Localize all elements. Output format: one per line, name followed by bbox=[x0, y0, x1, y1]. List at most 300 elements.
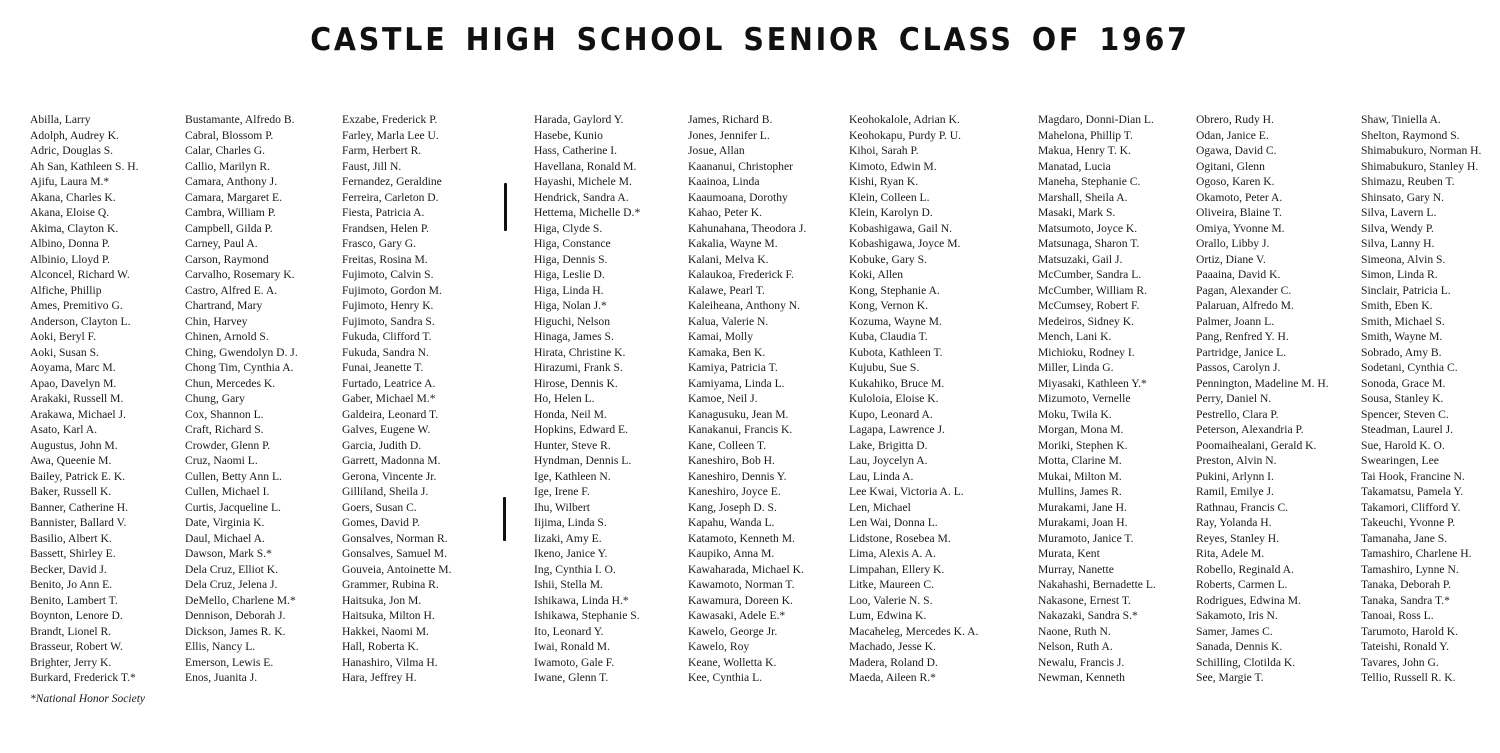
student-name: Gilliland, Sheila J. bbox=[342, 485, 429, 498]
student-name: Kozuma, Wayne M. bbox=[849, 314, 942, 328]
student-name: Craft, Richard S. bbox=[185, 423, 264, 436]
student-name: Fiesta, Patricia A. bbox=[342, 206, 425, 219]
student-name: Augustus, John M. bbox=[30, 438, 118, 452]
name-column-7 bbox=[1038, 112, 1156, 686]
student-name: Mench, Lani K. bbox=[1038, 330, 1112, 343]
student-name: Galves, Eugene W. bbox=[342, 423, 431, 436]
student-name: Kalani, Melva K. bbox=[688, 252, 769, 266]
student-name: Kaleiheana, Anthony N. bbox=[688, 299, 801, 312]
student-name: Chinen, Arnold S. bbox=[185, 330, 269, 343]
student-name: Ito, Leonard Y. bbox=[534, 624, 604, 638]
student-name: Chin, Harvey bbox=[185, 314, 248, 328]
student-name: Higa, Dennis S. bbox=[534, 252, 608, 266]
student-name: Fukuda, Clifford T. bbox=[342, 330, 432, 343]
student-name: Anderson, Clayton L. bbox=[30, 314, 131, 328]
student-name: Keane, Wolletta K. bbox=[688, 655, 777, 669]
student-name: Kuba, Claudia T. bbox=[849, 330, 928, 343]
student-name: Takamori, Clifford Y. bbox=[1361, 500, 1461, 514]
student-name: Calar, Charles G. bbox=[185, 144, 266, 157]
student-name: Hayashi, Michele M. bbox=[534, 175, 632, 188]
student-name: Pang, Renfred Y. H. bbox=[1196, 330, 1289, 343]
student-name: Iwamoto, Gale F. bbox=[534, 655, 615, 669]
student-name: Tarumoto, Harold K. bbox=[1361, 624, 1459, 638]
student-name: Nelson, Ruth A. bbox=[1038, 640, 1113, 653]
student-name: Kahao, Peter K. bbox=[688, 206, 763, 219]
student-name: Murata, Kent bbox=[1038, 547, 1100, 560]
student-name: Kalua, Valerie N. bbox=[688, 314, 769, 328]
student-name: Nakasone, Ernest T. bbox=[1038, 593, 1131, 607]
student-name: Ige, Irene F. bbox=[534, 485, 590, 498]
student-name: Baker, Russell K. bbox=[30, 485, 112, 498]
student-name: Akana, Eloise Q. bbox=[30, 206, 110, 219]
student-name: Kang, Joseph D. S. bbox=[688, 500, 777, 514]
student-name: Tamashiro, Charlene H. bbox=[1361, 547, 1472, 560]
student-name: Lau, Joycelyn A. bbox=[849, 454, 928, 467]
student-name: Higa, Nolan J.* bbox=[534, 299, 607, 312]
student-name: Klein, Karolyn D. bbox=[849, 206, 933, 219]
student-name: Ishikawa, Stephanie S. bbox=[534, 609, 640, 622]
name-column-2 bbox=[185, 112, 298, 686]
student-name: Rita, Adele M. bbox=[1196, 547, 1265, 560]
student-name: Hara, Jeffrey H. bbox=[342, 671, 417, 684]
student-name: Gonsalves, Samuel M. bbox=[342, 547, 447, 560]
student-name: Kahunahana, Theodora J. bbox=[688, 221, 807, 235]
student-name: Higuchi, Nelson bbox=[534, 314, 610, 328]
student-name: Pennington, Madeline M. H. bbox=[1196, 376, 1329, 390]
student-name: Ching, Gwendolyn D. J. bbox=[185, 345, 298, 359]
student-name: Aoyama, Marc M. bbox=[30, 361, 116, 374]
student-name: Murakami, Jane H. bbox=[1038, 500, 1127, 514]
student-name: Palmer, Joann L. bbox=[1196, 314, 1275, 328]
student-name: Emerson, Lewis E. bbox=[185, 655, 274, 669]
student-name: Silva, Wendy P. bbox=[1361, 221, 1434, 235]
student-name: Ellis, Nancy L. bbox=[185, 640, 256, 653]
student-name: Haitsuka, Milton H. bbox=[342, 609, 435, 622]
student-name: Matsumoto, Joyce K. bbox=[1038, 221, 1138, 235]
student-name: Asato, Karl A. bbox=[30, 423, 97, 436]
student-name: Albinio, Lloyd P. bbox=[30, 252, 110, 266]
student-name: Kamai, Molly bbox=[688, 330, 754, 343]
student-name: Masaki, Mark S. bbox=[1038, 206, 1116, 219]
name-column-1 bbox=[30, 112, 139, 686]
student-name: Hall, Roberta K. bbox=[342, 640, 419, 653]
student-name: Cruz, Naomi L. bbox=[185, 454, 258, 467]
student-name: Chartrand, Mary bbox=[185, 299, 263, 312]
student-name: Kujubu, Sue S. bbox=[849, 361, 920, 374]
student-name: Carvalho, Rosemary K. bbox=[185, 268, 295, 281]
student-name: Ray, Yolanda H. bbox=[1196, 516, 1272, 529]
student-name: Farm, Herbert R. bbox=[342, 144, 422, 157]
student-name: Paaaina, David K. bbox=[1196, 268, 1281, 281]
student-name: Funai, Jeanette T. bbox=[342, 361, 424, 374]
student-name: Camara, Anthony J. bbox=[185, 175, 278, 188]
student-name: Garcia, Judith D. bbox=[342, 438, 422, 452]
student-name: Mizumoto, Vernelle bbox=[1038, 392, 1131, 405]
student-name: Hakkei, Naomi M. bbox=[342, 624, 429, 638]
student-name: Roberts, Carmen L. bbox=[1196, 578, 1288, 591]
student-name: Higa, Leslie D. bbox=[534, 268, 605, 281]
student-name: Kihoi, Sarah P. bbox=[849, 144, 919, 157]
student-name: Ajifu, Laura M.* bbox=[30, 175, 110, 188]
student-name: Naone, Ruth N. bbox=[1038, 624, 1111, 638]
student-name: Kamiya, Patricia T. bbox=[688, 361, 778, 374]
student-name: Hasebe, Kunio bbox=[534, 128, 603, 142]
student-name: Ah San, Kathleen S. H. bbox=[30, 159, 139, 173]
student-name: Kupo, Leonard A. bbox=[849, 407, 933, 421]
student-name: McCumber, William R. bbox=[1038, 283, 1147, 297]
student-name: Basilio, Albert K. bbox=[30, 531, 112, 545]
student-name: Faust, Jill N. bbox=[342, 159, 402, 173]
student-name: Rodrigues, Edwina M. bbox=[1196, 593, 1301, 607]
student-name: James, Richard B. bbox=[688, 113, 773, 126]
student-name: Kamiyama, Linda L. bbox=[688, 376, 785, 390]
student-name: Bassett, Shirley E. bbox=[30, 547, 116, 560]
student-name: Moriki, Stephen K. bbox=[1038, 438, 1128, 452]
student-name: Bustamante, Alfredo B. bbox=[185, 113, 295, 126]
student-name: Benito, Lambert T. bbox=[30, 593, 118, 607]
student-name: Grammer, Rubina R. bbox=[342, 578, 439, 591]
student-name: Litke, Maureen C. bbox=[849, 578, 934, 591]
student-name: Miller, Linda G. bbox=[1038, 361, 1114, 374]
student-name: Kuloloia, Eloise K. bbox=[849, 392, 939, 405]
student-name: Hyndman, Dennis L. bbox=[534, 454, 632, 467]
student-name: Silva, Lanny H. bbox=[1361, 237, 1435, 250]
name-column-8 bbox=[1196, 112, 1329, 686]
student-name: Lagapa, Lawrence J. bbox=[849, 423, 945, 436]
student-name: Tanaka, Sandra T.* bbox=[1361, 593, 1450, 607]
student-name: Mullins, James R. bbox=[1038, 485, 1122, 498]
student-name: Peterson, Alexandria P. bbox=[1196, 423, 1304, 436]
student-name: Dennison, Deborah J. bbox=[185, 609, 286, 622]
student-name: Gonsalves, Norman R. bbox=[342, 531, 448, 545]
student-name: Perry, Daniel N. bbox=[1196, 392, 1272, 405]
student-name: Macaheleg, Mercedes K. A. bbox=[849, 624, 979, 638]
student-name: Frasco, Gary G. bbox=[342, 237, 417, 250]
student-name: Kaainoa, Linda bbox=[688, 175, 760, 188]
student-name: Mukai, Milton M. bbox=[1038, 469, 1122, 483]
student-name: Ing, Cynthia I. O. bbox=[534, 562, 616, 576]
student-name: Ho, Helen L. bbox=[534, 392, 595, 405]
binding-mark-top bbox=[504, 183, 507, 231]
student-name: Sanada, Dennis K. bbox=[1196, 640, 1283, 653]
student-name: Date, Virginia K. bbox=[185, 516, 265, 529]
student-name: Pagan, Alexander C. bbox=[1196, 283, 1292, 297]
student-name: Kamaka, Ben K. bbox=[688, 345, 766, 359]
student-name: Smith, Eben K. bbox=[1361, 299, 1433, 312]
student-name: Sobrado, Amy B. bbox=[1361, 345, 1442, 359]
student-name: Cullen, Michael I. bbox=[185, 485, 270, 498]
student-name: Kalawe, Pearl T. bbox=[688, 283, 765, 297]
student-name: Haitsuka, Jon M. bbox=[342, 593, 422, 607]
student-name: Shimazu, Reuben T. bbox=[1361, 175, 1455, 188]
student-name: Alconcel, Richard W. bbox=[30, 268, 130, 281]
student-name: Kubota, Kathleen T. bbox=[849, 345, 943, 359]
student-name: Chong Tim, Cynthia A. bbox=[185, 361, 294, 374]
student-name: Maeda, Aileen R.* bbox=[849, 671, 936, 684]
student-name: Tanoai, Ross L. bbox=[1361, 609, 1434, 622]
student-name: Mahelona, Phillip T. bbox=[1038, 128, 1133, 142]
student-name: Kawasaki, Adele E.* bbox=[688, 609, 786, 622]
student-name: Dela Cruz, Elliot K. bbox=[185, 562, 279, 576]
student-name: Hirazumi, Frank S. bbox=[534, 361, 623, 374]
student-name: Garrett, Madonna M. bbox=[342, 454, 441, 467]
student-name: Lum, Edwina K. bbox=[849, 609, 927, 622]
student-name: Matsuzaki, Gail J. bbox=[1038, 252, 1123, 266]
student-name: Nakahashi, Bernadette L. bbox=[1038, 578, 1156, 591]
student-name: Albino, Donna P. bbox=[30, 237, 110, 250]
student-name: Len Wai, Donna L. bbox=[849, 516, 938, 529]
student-name: Ishii, Stella M. bbox=[534, 578, 603, 591]
student-name: Newalu, Francis J. bbox=[1038, 655, 1125, 669]
student-name: Fujimoto, Sandra S. bbox=[342, 314, 435, 328]
student-name: Akima, Clayton K. bbox=[30, 221, 119, 235]
student-name: Manatad, Lucia bbox=[1038, 159, 1111, 173]
student-name: Keohokalole, Adrian K. bbox=[849, 113, 960, 126]
student-name: Kawamura, Doreen K. bbox=[688, 593, 793, 607]
student-name: Lau, Linda A. bbox=[849, 469, 914, 483]
student-name: Alfiche, Phillip bbox=[30, 283, 102, 297]
student-name: Michioku, Rodney I. bbox=[1038, 345, 1135, 359]
student-name: Fujimoto, Calvin S. bbox=[342, 268, 434, 281]
student-name: Burkard, Frederick T.* bbox=[30, 671, 136, 684]
student-name: Aoki, Beryl F. bbox=[30, 330, 97, 343]
student-name: Cabral, Blossom P. bbox=[185, 128, 274, 142]
student-name: Obrero, Rudy H. bbox=[1196, 113, 1274, 126]
student-name: McCumber, Sandra L. bbox=[1038, 268, 1142, 281]
student-name: Brasseur, Robert W. bbox=[30, 640, 123, 653]
student-name: Ferreira, Carleton D. bbox=[342, 190, 439, 204]
student-name: Kaneshiro, Bob H. bbox=[688, 454, 775, 467]
student-name: Kaananui, Christopher bbox=[688, 159, 793, 173]
student-name: Ogawa, David C. bbox=[1196, 144, 1277, 157]
student-name: Sue, Harold K. O. bbox=[1361, 438, 1445, 452]
student-name: Benito, Jo Ann E. bbox=[30, 578, 113, 591]
student-name: Tamanaha, Jane S. bbox=[1361, 531, 1448, 545]
student-name: Sodetani, Cynthia C. bbox=[1361, 361, 1458, 374]
student-name: Ihu, Wilbert bbox=[534, 500, 590, 514]
student-name: Higa, Linda H. bbox=[534, 283, 604, 297]
student-name: Exzabe, Frederick P. bbox=[342, 113, 438, 126]
student-name: Pukini, Arlynn I. bbox=[1196, 469, 1274, 483]
student-name: Pestrello, Clara P. bbox=[1196, 407, 1279, 421]
student-name: Len, Michael bbox=[849, 500, 911, 514]
student-name: Orallo, Libby J. bbox=[1196, 237, 1270, 250]
student-name: Murray, Nanette bbox=[1038, 562, 1114, 576]
student-name: Fernandez, Geraldine bbox=[342, 175, 442, 188]
student-name: Becker, David J. bbox=[30, 562, 107, 576]
student-name: Aoki, Susan S. bbox=[30, 345, 99, 359]
student-name: Ames, Premitivo G. bbox=[30, 299, 123, 312]
student-name: Hettema, Michelle D.* bbox=[534, 206, 641, 219]
student-name: Limpahan, Ellery K. bbox=[849, 562, 945, 576]
student-name: Odan, Janice E. bbox=[1196, 128, 1269, 142]
student-name: Madera, Roland D. bbox=[849, 655, 938, 669]
student-name: Partridge, Janice L. bbox=[1196, 345, 1287, 359]
student-name: Tateishi, Ronald Y. bbox=[1361, 640, 1450, 653]
student-name: See, Margie T. bbox=[1196, 671, 1264, 684]
student-name: Maneha, Stephanie C. bbox=[1038, 175, 1141, 188]
student-name: Tanaka, Deborah P. bbox=[1361, 578, 1451, 591]
name-column-3 bbox=[342, 112, 451, 686]
student-name: Camara, Margaret E. bbox=[185, 190, 283, 204]
student-name: Kane, Colleen T. bbox=[688, 438, 767, 452]
student-name: Gomes, David P. bbox=[342, 516, 420, 529]
student-name: Medeiros, Sidney K. bbox=[1038, 314, 1134, 328]
student-name: Cambra, William P. bbox=[185, 206, 276, 219]
student-name: Higa, Clyde S. bbox=[534, 221, 603, 235]
student-name: Freitas, Rosina M. bbox=[342, 252, 428, 266]
student-name: Josue, Allan bbox=[688, 144, 745, 157]
student-name: Takamatsu, Pamela Y. bbox=[1361, 485, 1464, 498]
student-name: Lee Kwai, Victoria A. L. bbox=[849, 485, 964, 498]
student-name: Moku, Twila K. bbox=[1038, 407, 1112, 421]
student-name: Sinclair, Patricia L. bbox=[1361, 283, 1451, 297]
student-name: Motta, Clarine M. bbox=[1038, 454, 1122, 467]
student-name: Callio, Marilyn R. bbox=[185, 159, 271, 173]
student-name: Rathnau, Francis C. bbox=[1196, 500, 1289, 514]
student-name: Keohokapu, Purdy P. U. bbox=[849, 128, 962, 142]
student-name: Shelton, Raymond S. bbox=[1361, 128, 1460, 142]
student-name: Ramil, Emilye J. bbox=[1196, 485, 1274, 498]
student-name: Katamoto, Kenneth M. bbox=[688, 531, 795, 545]
student-name: Kobashigawa, Joyce M. bbox=[849, 237, 961, 250]
student-name: Shinsato, Gary N. bbox=[1361, 190, 1445, 204]
student-name: Sonoda, Grace M. bbox=[1361, 376, 1446, 390]
student-name: Hirata, Christine K. bbox=[534, 345, 626, 359]
student-name: Higa, Constance bbox=[534, 237, 611, 250]
student-name: Kamoe, Neil J. bbox=[688, 392, 758, 405]
student-name: Hass, Catherine I. bbox=[534, 144, 618, 157]
student-name: Carson, Raymond bbox=[185, 252, 269, 266]
student-name: Lima, Alexis A. A. bbox=[849, 547, 936, 560]
student-name: Crowder, Glenn P. bbox=[185, 438, 271, 452]
student-name: Ikeno, Janice Y. bbox=[534, 547, 608, 560]
name-column-9 bbox=[1361, 112, 1481, 686]
student-name: Ogitani, Glenn bbox=[1196, 159, 1265, 173]
page-title: CASTLE HIGH SCHOOL SENIOR CLASS OF 1967 bbox=[310, 22, 1190, 58]
student-name: Preston, Alvin N. bbox=[1196, 454, 1277, 467]
student-name: Adolph, Audrey K. bbox=[30, 128, 119, 142]
student-name: Iijima, Linda S. bbox=[534, 516, 607, 529]
student-name: Dickson, James R. K. bbox=[185, 624, 286, 638]
footnote: *National Honor Society bbox=[30, 693, 145, 705]
student-name: Simeona, Alvin S. bbox=[1361, 252, 1446, 266]
student-name: Okamoto, Peter A. bbox=[1196, 190, 1283, 204]
student-name: Omiya, Yvonne M. bbox=[1196, 221, 1285, 235]
student-name: Ortiz, Diane V. bbox=[1196, 252, 1266, 266]
student-name: Honda, Neil M. bbox=[534, 407, 607, 421]
student-name: Sakamoto, Iris N. bbox=[1196, 609, 1278, 622]
student-name: Akana, Charles K. bbox=[30, 190, 116, 204]
student-name: Kimoto, Edwin M. bbox=[849, 159, 937, 173]
student-name: Kakalia, Wayne M. bbox=[688, 237, 778, 250]
student-name: Daul, Michael A. bbox=[185, 531, 265, 545]
student-name: Galdeira, Leonard T. bbox=[342, 407, 439, 421]
student-name: Newman, Kenneth bbox=[1038, 671, 1125, 684]
student-name: Takeuchi, Yvonne P. bbox=[1361, 516, 1456, 529]
student-name: Steadman, Laurel J. bbox=[1361, 423, 1454, 436]
student-name: McCumsey, Robert F. bbox=[1038, 299, 1140, 312]
student-name: Iizaki, Amy E. bbox=[534, 531, 602, 545]
student-name: Reyes, Stanley H. bbox=[1196, 531, 1280, 545]
student-name: Kawelo, George Jr. bbox=[688, 624, 778, 638]
student-name: Kong, Vernon K. bbox=[849, 299, 929, 312]
student-name: Gerona, Vincente Jr. bbox=[342, 469, 437, 483]
student-name: Murakami, Joan H. bbox=[1038, 516, 1128, 529]
student-name: Sousa, Stanley K. bbox=[1361, 392, 1444, 405]
student-name: Koki, Allen bbox=[849, 268, 904, 281]
student-name: Gouveia, Antoinette M. bbox=[342, 562, 452, 576]
student-name: Kawelo, Roy bbox=[688, 640, 750, 653]
student-name: Nakazaki, Sandra S.* bbox=[1038, 609, 1138, 622]
student-name: Harada, Gaylord Y. bbox=[534, 113, 624, 126]
name-column-6 bbox=[849, 112, 978, 686]
student-name: Matsunaga, Sharon T. bbox=[1038, 237, 1140, 250]
name-column-4 bbox=[534, 112, 640, 686]
student-name: Kaneshiro, Joyce E. bbox=[688, 485, 781, 498]
student-name: Ige, Kathleen N. bbox=[534, 469, 611, 483]
student-name: Hopkins, Edward E. bbox=[534, 423, 629, 436]
student-name: Marshall, Sheila A. bbox=[1038, 190, 1128, 204]
student-name: Machado, Jesse K. bbox=[849, 640, 936, 653]
student-name: Bailey, Patrick E. K. bbox=[30, 469, 126, 483]
student-name: Kishi, Ryan K. bbox=[849, 175, 919, 188]
student-name: Shimabukuro, Norman H. bbox=[1361, 144, 1482, 157]
student-name: Kong, Stephanie A. bbox=[849, 283, 940, 297]
student-name: Gaber, Michael M.* bbox=[342, 392, 436, 405]
student-name: Iwai, Ronald M. bbox=[534, 640, 610, 653]
student-name: Hirose, Dennis K. bbox=[534, 376, 618, 390]
student-name: Shimabukuro, Stanley H. bbox=[1361, 159, 1479, 173]
student-name: Arakaki, Russell M. bbox=[30, 392, 124, 405]
student-name: Swearingen, Lee bbox=[1361, 454, 1439, 467]
student-name: Cullen, Betty Ann L. bbox=[185, 469, 282, 483]
student-name: Iwane, Glenn T. bbox=[534, 671, 609, 684]
student-name: Bannister, Ballard V. bbox=[30, 516, 127, 529]
student-name: Furtado, Leatrice A. bbox=[342, 376, 436, 390]
student-name: Lake, Brigitta D. bbox=[849, 438, 928, 452]
student-name: Morgan, Mona M. bbox=[1038, 423, 1124, 436]
student-name: Kalaukoa, Frederick F. bbox=[688, 268, 794, 281]
student-name: Jones, Jennifer L. bbox=[688, 128, 770, 142]
student-name: DeMello, Charlene M.* bbox=[185, 593, 296, 607]
student-name: Fujimoto, Henry K. bbox=[342, 299, 434, 312]
student-name: Adric, Douglas S. bbox=[30, 144, 114, 157]
binding-mark-bottom bbox=[503, 497, 506, 541]
student-name: Chun, Mercedes K. bbox=[185, 376, 276, 390]
student-name: Goers, Susan C. bbox=[342, 500, 417, 514]
student-name: Tamashiro, Lynne N. bbox=[1361, 562, 1459, 576]
student-name: Dawson, Mark S.* bbox=[185, 547, 272, 560]
student-name: Brighter, Jerry K. bbox=[30, 655, 112, 669]
student-name: Hanashiro, Vilma H. bbox=[342, 655, 438, 669]
student-name: Makua, Henry T. K. bbox=[1038, 144, 1131, 157]
student-name: Awa, Queenie M. bbox=[30, 454, 112, 467]
name-column-5 bbox=[688, 112, 806, 686]
student-name: Havellana, Ronald M. bbox=[534, 159, 637, 173]
student-name: Kanagusuku, Jean M. bbox=[688, 407, 789, 421]
student-name: Tavares, John G. bbox=[1361, 655, 1439, 669]
student-name: Oliveira, Blaine T. bbox=[1196, 206, 1282, 219]
student-name: Carney, Paul A. bbox=[185, 237, 258, 250]
student-name: Shaw, Tiniella A. bbox=[1361, 113, 1441, 126]
student-name: Poomaihealani, Gerald K. bbox=[1196, 438, 1317, 452]
student-name: Smith, Wayne M. bbox=[1361, 330, 1443, 343]
student-name: Kawamoto, Norman T. bbox=[688, 578, 795, 591]
student-name: Curtis, Jacqueline L. bbox=[185, 500, 281, 514]
student-name: Kaaumoana, Dorothy bbox=[688, 190, 788, 204]
student-name: Enos, Juanita J. bbox=[185, 671, 258, 684]
